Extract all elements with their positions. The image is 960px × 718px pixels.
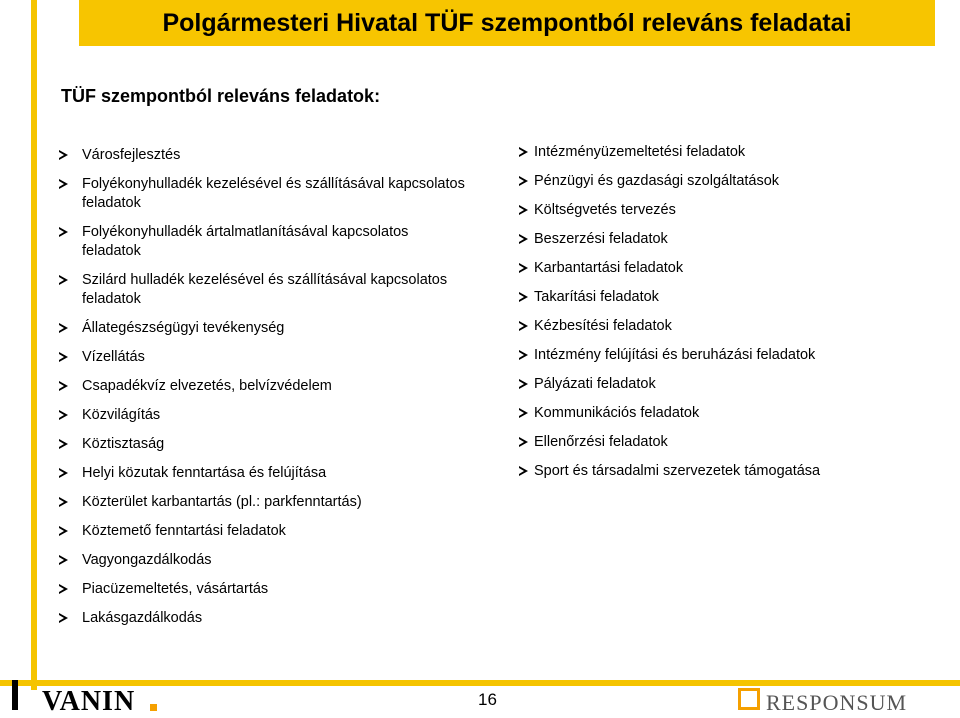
arrow-bullet-icon bbox=[58, 522, 82, 541]
arrow-bullet-icon bbox=[58, 551, 82, 570]
list-item: Vízellátás bbox=[58, 348, 468, 367]
arrow-bullet-icon bbox=[518, 172, 534, 191]
vanin-dot-icon bbox=[150, 704, 157, 711]
arrow-bullet-icon bbox=[58, 377, 82, 396]
list-item: Beszerzési feladatok bbox=[518, 230, 938, 249]
list-item: Pályázati feladatok bbox=[518, 375, 938, 394]
list-item: Piacüzemeltetés, vásártartás bbox=[58, 580, 468, 599]
list-item: Karbantartási feladatok bbox=[518, 259, 938, 278]
list-item: Folyékonyhulladék ártalmatlanításával kapcsolatos feladatok bbox=[58, 223, 468, 261]
arrow-bullet-icon bbox=[58, 580, 82, 599]
arrow-bullet-icon bbox=[518, 346, 534, 365]
list-item: Folyékonyhulladék kezelésével és szállításával kapcsolatos feladatok bbox=[58, 175, 468, 213]
arrow-bullet-icon bbox=[58, 493, 82, 512]
arrow-bullet-icon bbox=[518, 317, 534, 336]
list-item: Ellenőrzési feladatok bbox=[518, 433, 938, 452]
list-item: Pénzügyi és gazdasági szolgáltatások bbox=[518, 172, 938, 191]
page-number: 16 bbox=[478, 690, 497, 709]
arrow-bullet-icon bbox=[518, 201, 534, 220]
list-item: Költségvetés tervezés bbox=[518, 201, 938, 220]
arrow-bullet-icon bbox=[58, 146, 82, 165]
left-task-list bbox=[58, 146, 468, 638]
list-item: Kommunikációs feladatok bbox=[518, 404, 938, 423]
arrow-bullet-icon bbox=[518, 433, 534, 452]
footer-accent-rule bbox=[0, 680, 960, 686]
arrow-bullet-icon bbox=[58, 464, 82, 483]
arrow-bullet-icon bbox=[518, 375, 534, 394]
title-bar bbox=[79, 0, 935, 46]
section-subtitle: TÜF szempontból releváns feladatok: bbox=[61, 86, 381, 106]
list-item: Csapadékvíz elvezetés, belvízvédelem bbox=[58, 377, 468, 396]
arrow-bullet-icon bbox=[518, 288, 534, 307]
arrow-bullet-icon bbox=[518, 462, 534, 481]
list-item: Állategészségügyi tevékenység bbox=[58, 319, 468, 338]
arrow-bullet-icon bbox=[518, 143, 534, 162]
arrow-bullet-icon bbox=[58, 348, 82, 367]
list-item: Köztisztaság bbox=[58, 435, 468, 454]
vanin-mark-icon bbox=[12, 680, 18, 710]
arrow-bullet-icon bbox=[518, 404, 534, 423]
arrow-bullet-icon bbox=[58, 609, 82, 628]
list-item: Vagyongazdálkodás bbox=[58, 551, 468, 570]
arrow-bullet-icon bbox=[58, 271, 82, 290]
list-item: Városfejlesztés bbox=[58, 146, 468, 165]
list-item: Közterület karbantartás (pl.: parkfenntartás) bbox=[58, 493, 468, 512]
arrow-bullet-icon bbox=[58, 435, 82, 454]
arrow-bullet-icon bbox=[518, 259, 534, 278]
arrow-bullet-icon bbox=[58, 175, 82, 194]
left-accent-rule bbox=[31, 0, 37, 690]
page-title: Polgármesteri Hivatal TÜF szempontból releváns feladatai bbox=[162, 8, 852, 37]
arrow-bullet-icon bbox=[58, 319, 82, 338]
list-item: Sport és társadalmi szervezetek támogatása bbox=[518, 462, 938, 481]
arrow-bullet-icon bbox=[518, 230, 534, 249]
arrow-bullet-icon bbox=[58, 406, 82, 425]
list-item: Kézbesítési feladatok bbox=[518, 317, 938, 336]
responsum-logo-icon bbox=[738, 688, 760, 710]
list-item: Közvilágítás bbox=[58, 406, 468, 425]
arrow-bullet-icon bbox=[58, 223, 82, 242]
vanin-logo: VANIN bbox=[42, 686, 136, 717]
list-item: Intézmény felújítási és beruházási feladatok bbox=[518, 346, 938, 365]
responsum-logo: RESPONSUM bbox=[766, 690, 908, 715]
list-item: Köztemető fenntartási feladatok bbox=[58, 522, 468, 541]
list-item: Szilárd hulladék kezelésével és szállításával kapcsolatos feladatok bbox=[58, 271, 468, 309]
list-item: Lakásgazdálkodás bbox=[58, 609, 468, 628]
right-task-list bbox=[518, 143, 938, 491]
list-item: Takarítási feladatok bbox=[518, 288, 938, 307]
list-item: Helyi közutak fenntartása és felújítása bbox=[58, 464, 468, 483]
list-item: Intézményüzemeltetési feladatok bbox=[518, 143, 938, 162]
